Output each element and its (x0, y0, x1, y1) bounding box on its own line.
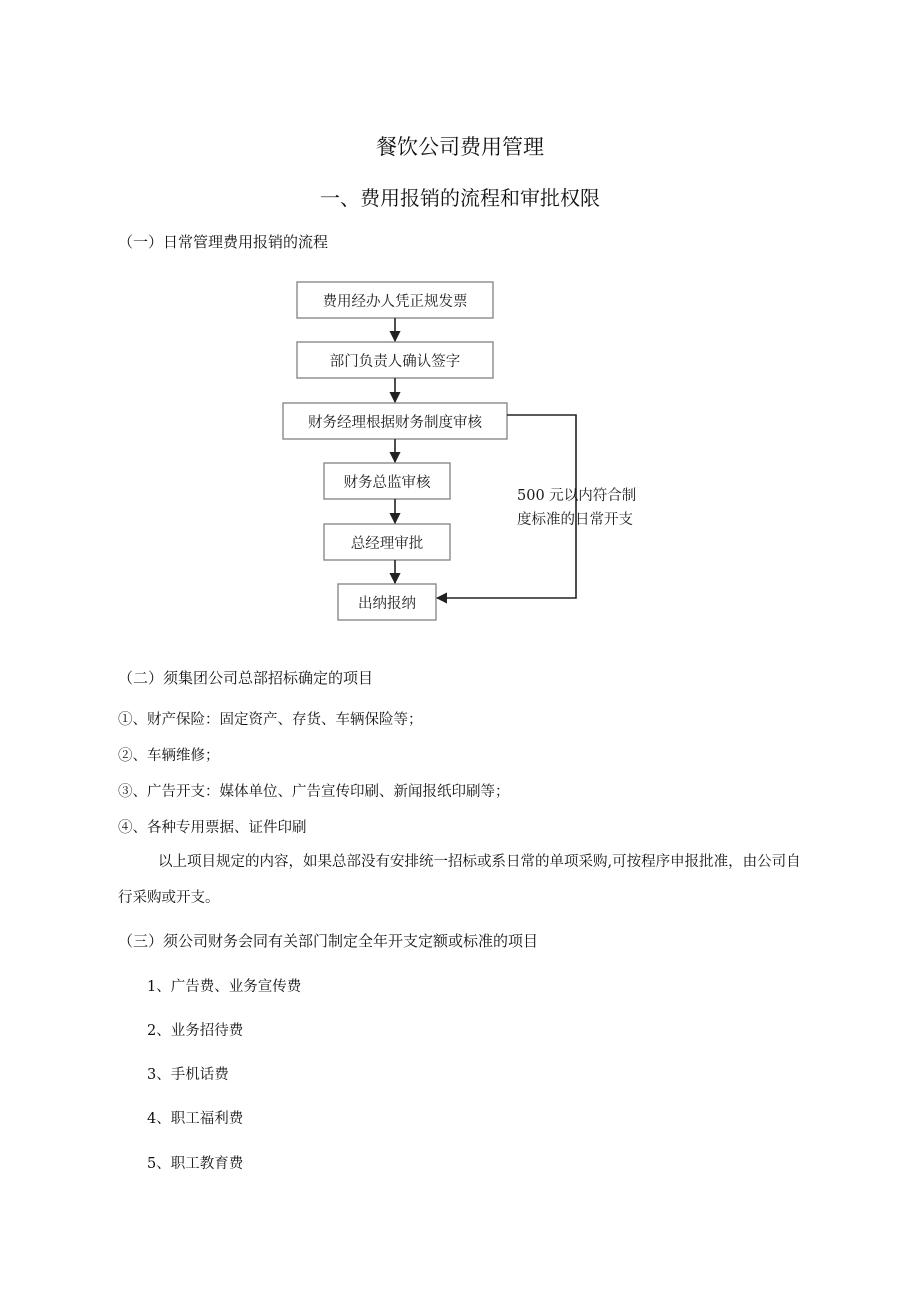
list-item: 5、职工教育费 (147, 1156, 244, 1172)
paragraph: 以上项目规定的内容，如果总部没有安排统一招标或系日常的单项采购,可按程序申报批准，由公司自行采购或开支。 (118, 854, 801, 906)
list-item: 3、手机话费 (147, 1067, 229, 1083)
list-item: ④、各种专用票据、证件印刷 (118, 820, 307, 836)
list-item: 4、职工福利费 (147, 1111, 244, 1127)
list-item: ③、广告开支：媒体单位、广告宣传印刷、新闻报纸印刷等； (118, 784, 510, 800)
flow-step-4 (324, 463, 450, 499)
flow-step-5-label: 总经理审批 (350, 536, 424, 552)
bypass-note-line-1: 500 元以内符合制 (517, 488, 637, 504)
list-item: ①、财产保险：固定资产、存货、车辆保险等； (118, 712, 423, 728)
flow-step-1-label: 费用经办人凭正规发票 (322, 294, 468, 310)
flow-step-6 (338, 584, 436, 620)
section-3-heading: （三）须公司财务会同有关部门制定全年开支定额或标准的项目 (118, 932, 539, 950)
list-item: 2、业务招待费 (147, 1023, 244, 1039)
flow-step-2 (297, 342, 493, 378)
flow-step-4-label: 财务总监审核 (343, 475, 431, 491)
bypass-arrow (437, 415, 576, 598)
flow-step-1 (297, 282, 493, 318)
flow-step-3-label: 财务经理根据财务制度审核 (308, 415, 482, 431)
bypass-note-line-2: 度标准的日常开支 (517, 512, 633, 528)
list-item: 1、广告费、业务宣传费 (147, 979, 302, 995)
list-item: ②、车辆维修； (118, 748, 220, 764)
flow-step-2-label: 部门负责人确认签字 (329, 354, 461, 370)
chapter-heading: 一、费用报销的流程和审批权限 (320, 186, 600, 210)
document-title: 餐饮公司费用管理 (376, 135, 544, 159)
flow-step-5 (324, 524, 450, 560)
flow-step-6-label: 出纳报纳 (358, 596, 416, 612)
flow-step-3 (283, 403, 507, 439)
section-2-heading: （二）须集团公司总部招标确定的项目 (118, 669, 374, 687)
section-1-heading: （一）日常管理费用报销的流程 (118, 233, 329, 251)
